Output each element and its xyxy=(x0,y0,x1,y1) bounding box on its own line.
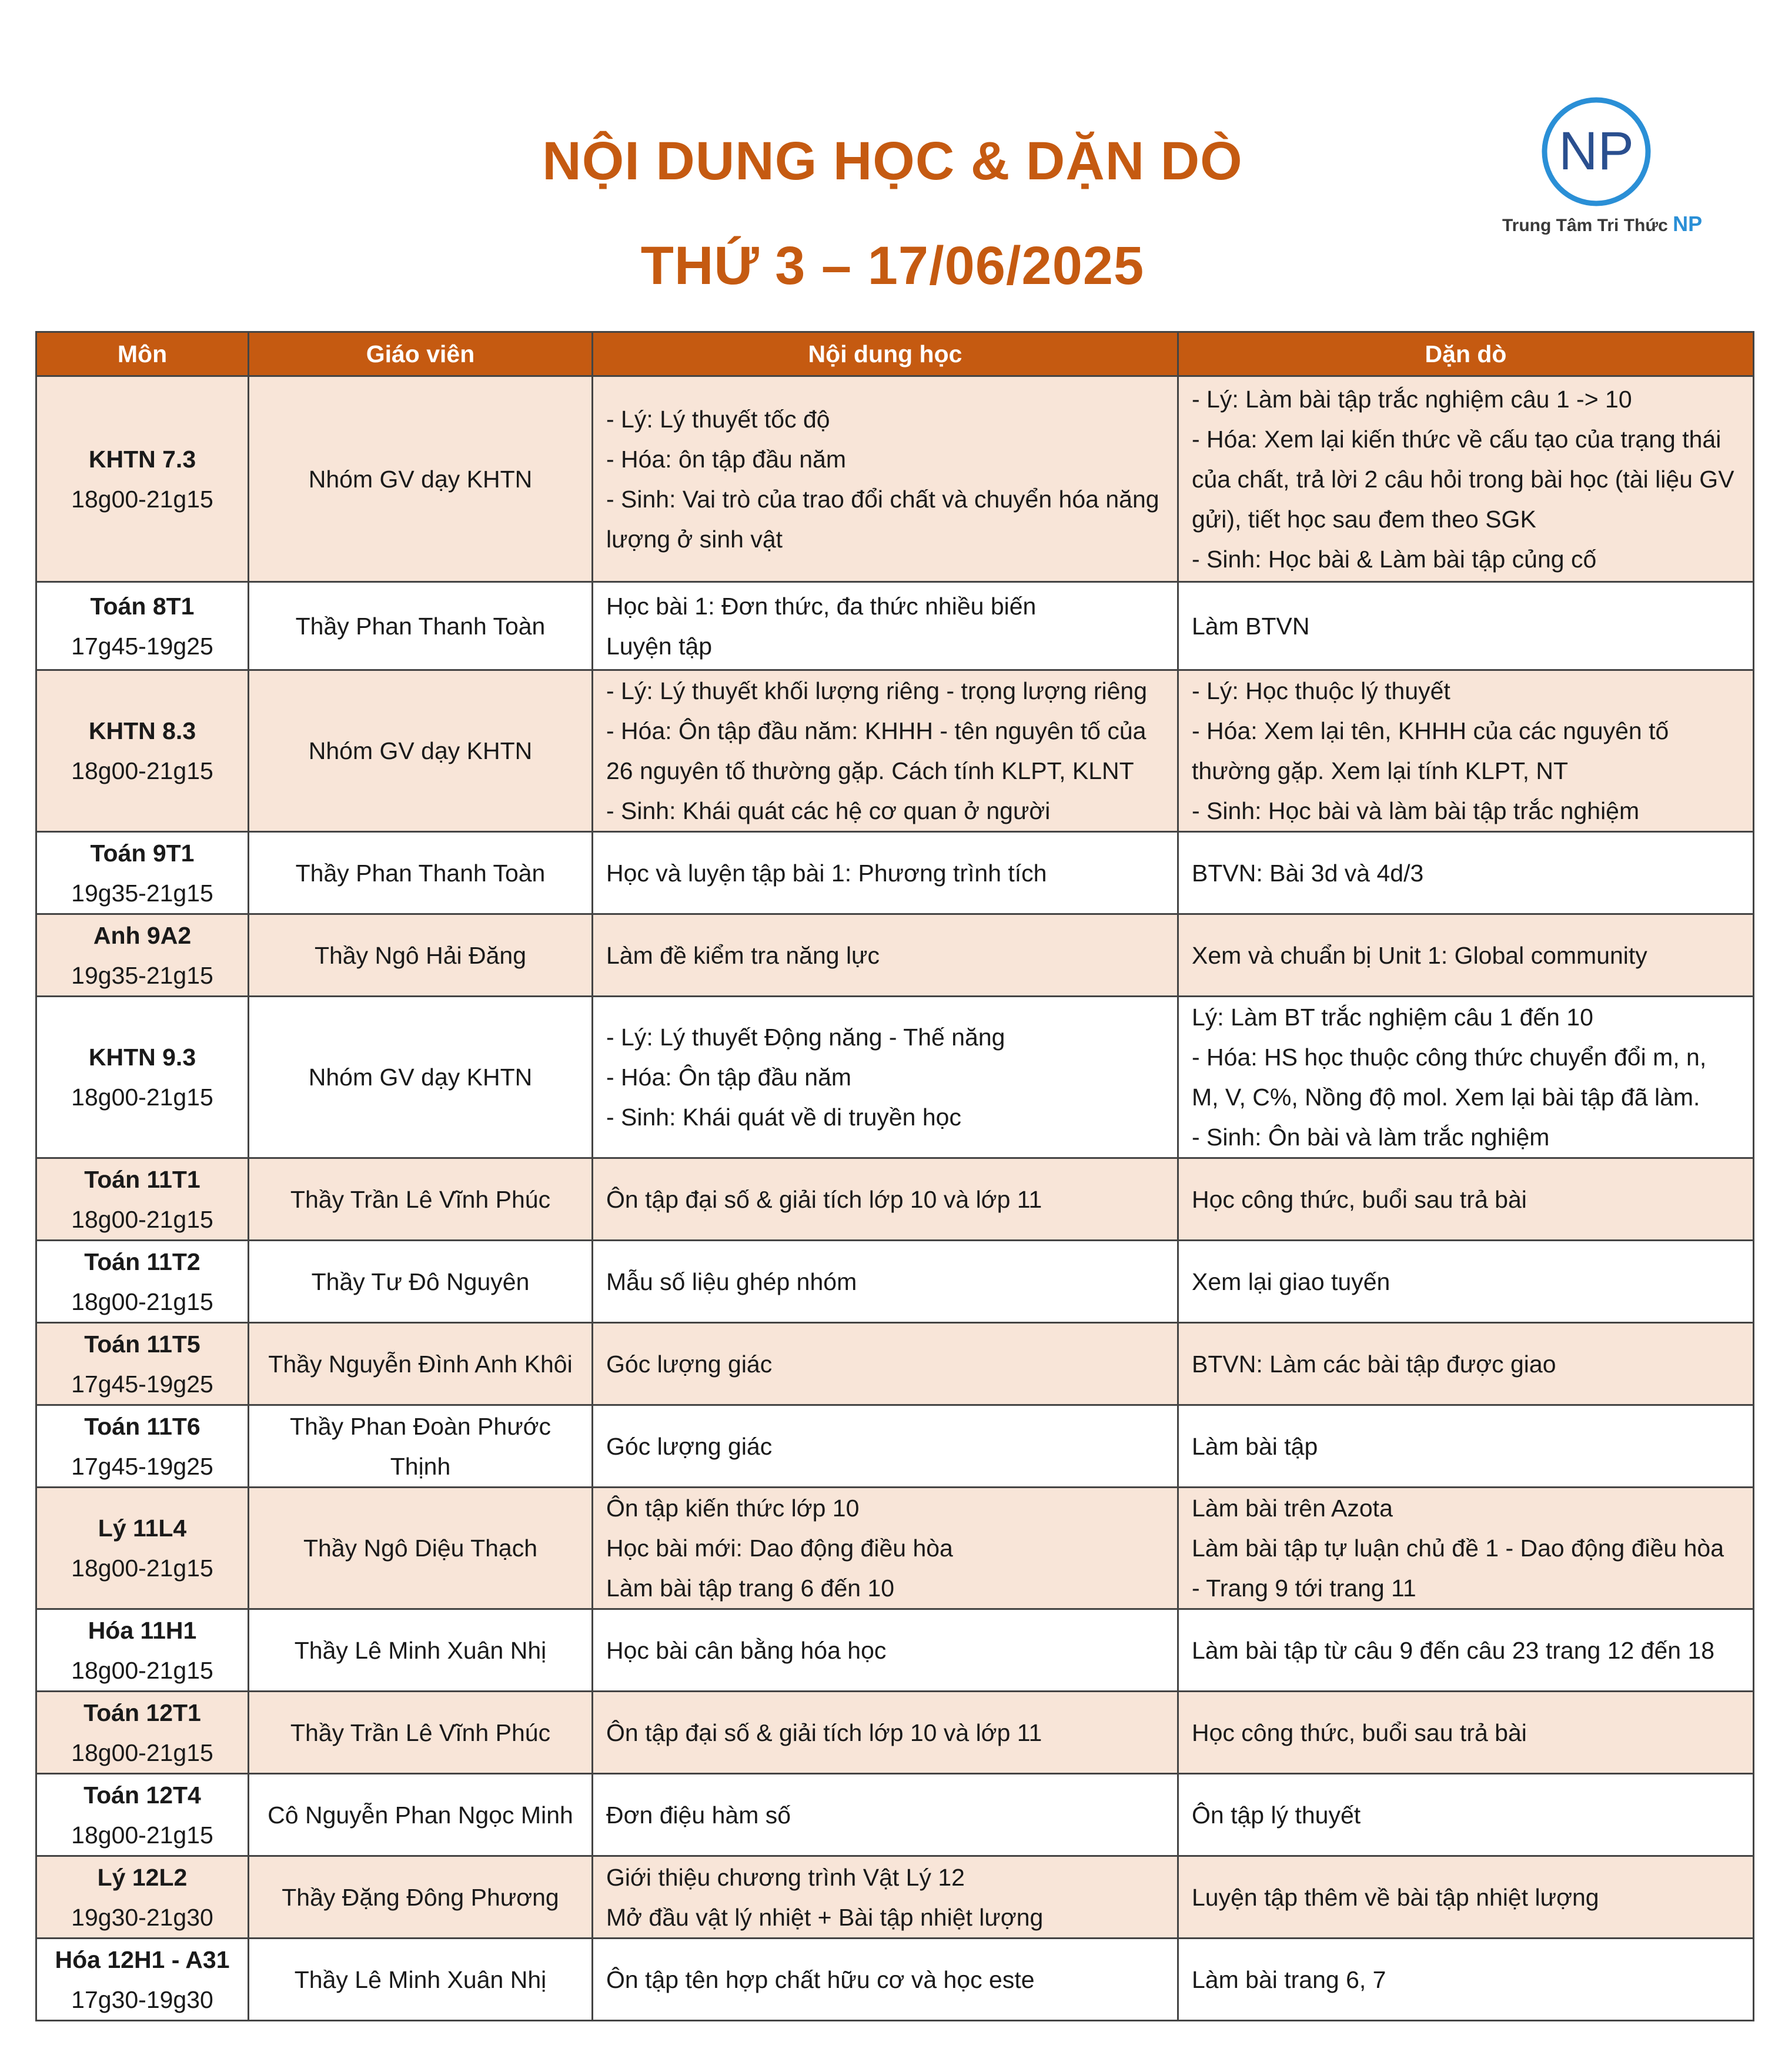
homework-line: Làm bài tập từ câu 9 đến câu 23 trang 12 đến 18 xyxy=(1192,1636,1715,1664)
content-line: Góc lượng giác xyxy=(606,1350,773,1378)
homework-line: - Sinh: Học bài & Làm bài tập củng cố xyxy=(1192,545,1597,573)
content-cell xyxy=(593,1488,1178,1609)
homework-cell xyxy=(1178,1323,1754,1405)
subject-cell xyxy=(36,1692,249,1774)
class-time: 18g00-21g15 xyxy=(71,1821,213,1849)
content-line: Ôn tập đại số & giải tích lớp 10 và lớp 11 xyxy=(606,1185,1042,1213)
page-title: NỘI DUNG HỌC & DẶN DÒ xyxy=(542,131,1243,191)
subject-cell xyxy=(36,1323,249,1405)
content-line: Góc lượng giác xyxy=(606,1432,773,1460)
table-row xyxy=(36,1774,1754,1856)
teacher-cell: Thầy Lê Minh Xuân Nhị xyxy=(249,1609,593,1692)
content-line: Học bài cân bằng hóa học xyxy=(606,1636,887,1664)
class-time: 19g35-21g15 xyxy=(71,879,213,907)
teacher-cell: Thầy Nguyễn Đình Anh Khôi xyxy=(249,1323,593,1405)
col-header-subject: Môn xyxy=(36,332,249,376)
teacher-cell: Thầy Ngô Hải Đăng xyxy=(249,914,593,997)
content-line: Ôn tập tên hợp chất hữu cơ và học este xyxy=(606,1966,1035,1993)
homework-line: - Hóa: Xem lại tên, KHHH của các nguyên tố xyxy=(1192,717,1669,744)
content-line: Làm đề kiểm tra năng lực xyxy=(606,941,880,969)
content-line: Học và luyện tập bài 1: Phương trình tích xyxy=(606,859,1047,887)
homework-line: Lý: Làm BT trắc nghiệm câu 1 đến 10 xyxy=(1192,1004,1593,1031)
content-line: Ôn tập kiến thức lớp 10 xyxy=(606,1495,860,1522)
logo-caption xyxy=(1502,212,1703,236)
col-header-teacher: Giáo viên xyxy=(249,332,593,376)
subject-name: KHTN 9.3 xyxy=(88,1044,196,1071)
homework-line: - Hóa: Xem lại kiến thức về cấu tạo của trạng thái xyxy=(1192,425,1722,453)
homework-cell xyxy=(1178,1774,1754,1856)
subject-name: Toán 8T1 xyxy=(90,592,195,620)
homework-line: - Hóa: HS học thuộc công thức chuyển đổi m, n, xyxy=(1192,1044,1707,1071)
col-header-content: Nội dung học xyxy=(593,332,1178,376)
homework-cell xyxy=(1178,997,1754,1158)
table-row xyxy=(36,1241,1754,1323)
table-row xyxy=(36,376,1754,582)
teacher-cell: Thầy Tư Đô Nguyên xyxy=(249,1241,593,1323)
class-time: 17g45-19g25 xyxy=(71,632,213,660)
class-time: 18g00-21g15 xyxy=(71,1205,213,1233)
table-row xyxy=(36,582,1754,670)
homework-line: thường gặp. Xem lại tính KLPT, NT xyxy=(1192,757,1569,784)
schedule-table xyxy=(35,331,1754,2021)
teacher-cell: Cô Nguyễn Phan Ngọc Minh xyxy=(249,1774,593,1856)
homework-cell xyxy=(1178,1158,1754,1241)
center-logo xyxy=(1502,94,1703,241)
logo-text-suffix: NP xyxy=(1673,212,1703,236)
class-time: 18g00-21g15 xyxy=(71,1084,213,1111)
homework-line: - Lý: Làm bài tập trắc nghiệm câu 1 -> 10 xyxy=(1192,385,1632,413)
homework-line: Xem và chuẩn bị Unit 1: Global community xyxy=(1192,941,1647,969)
table-row xyxy=(36,670,1754,832)
table-row xyxy=(36,1939,1754,2021)
class-time: 18g00-21g15 xyxy=(71,1656,213,1684)
homework-line: Làm bài tập xyxy=(1192,1432,1318,1460)
homework-line: Làm BTVN xyxy=(1192,612,1310,640)
subject-name: KHTN 8.3 xyxy=(88,717,196,744)
subject-cell xyxy=(36,914,249,997)
homework-cell xyxy=(1178,1488,1754,1609)
content-line: - Sinh: Khái quát các hệ cơ quan ở người xyxy=(606,797,1051,824)
class-time: 18g00-21g15 xyxy=(71,1739,213,1766)
content-cell xyxy=(593,1158,1178,1241)
homework-cell xyxy=(1178,914,1754,997)
homework-line: Làm bài trang 6, 7 xyxy=(1192,1966,1386,1993)
content-line: Làm bài tập trang 6 đến 10 xyxy=(606,1575,895,1602)
subject-cell xyxy=(36,1856,249,1939)
content-line: Mẫu số liệu ghép nhóm xyxy=(606,1268,857,1295)
class-time: 19g35-21g15 xyxy=(71,961,213,989)
homework-cell xyxy=(1178,1609,1754,1692)
homework-cell xyxy=(1178,1241,1754,1323)
subject-cell xyxy=(36,1939,249,2021)
homework-line: Học công thức, buổi sau trả bài xyxy=(1192,1719,1527,1746)
table-row xyxy=(36,1856,1754,1939)
subject-name: Hóa 11H1 xyxy=(88,1616,197,1644)
subject-cell xyxy=(36,582,249,670)
content-cell xyxy=(593,1774,1178,1856)
logo-text: Trung Tâm Tri Thức xyxy=(1502,216,1668,235)
subject-cell xyxy=(36,670,249,832)
homework-line: BTVN: Làm các bài tập được giao xyxy=(1192,1350,1556,1378)
content-cell xyxy=(593,1856,1178,1939)
homework-cell xyxy=(1178,582,1754,670)
class-time: 18g00-21g15 xyxy=(71,485,213,513)
homework-line: gửi), tiết học sau đem theo SGK xyxy=(1192,505,1536,533)
homework-cell xyxy=(1178,670,1754,832)
teacher-cell: Thầy Trần Lê Vĩnh Phúc xyxy=(249,1158,593,1241)
table-row xyxy=(36,1323,1754,1405)
homework-cell xyxy=(1178,1939,1754,2021)
subject-name: Toán 9T1 xyxy=(90,839,195,867)
content-line: Đơn điệu hàm số xyxy=(606,1801,791,1829)
subject-cell xyxy=(36,997,249,1158)
subject-cell xyxy=(36,376,249,582)
subject-cell xyxy=(36,1774,249,1856)
content-cell xyxy=(593,582,1178,670)
homework-line: Luyện tập thêm về bài tập nhiệt lượng xyxy=(1192,1883,1599,1911)
content-line: Học bài mới: Dao động điều hòa xyxy=(606,1535,953,1562)
subject-name: Hóa 12H1 - A31 xyxy=(55,1946,230,1973)
homework-cell xyxy=(1178,376,1754,582)
table-row xyxy=(36,1405,1754,1488)
content-line: - Hóa: ôn tập đầu năm xyxy=(606,445,846,473)
subject-name: Toán 11T2 xyxy=(84,1248,200,1275)
logo-mark: NP xyxy=(1559,121,1634,181)
homework-line: Học công thức, buổi sau trả bài xyxy=(1192,1185,1527,1213)
subject-cell xyxy=(36,1158,249,1241)
content-cell xyxy=(593,376,1178,582)
subject-name: KHTN 7.3 xyxy=(88,445,196,473)
subject-name: Lý 12L2 xyxy=(97,1863,188,1891)
table-row xyxy=(36,1609,1754,1692)
content-line: Học bài 1: Đơn thức, đa thức nhiều biến xyxy=(606,592,1037,620)
page-date: THỨ 3 – 17/06/2025 xyxy=(640,236,1145,296)
content-cell xyxy=(593,1405,1178,1488)
homework-line: M, V, C%, Nồng độ mol. Xem lại bài tập đã làm. xyxy=(1192,1084,1700,1111)
content-cell xyxy=(593,997,1178,1158)
subject-cell xyxy=(36,1241,249,1323)
content-line: Ôn tập đại số & giải tích lớp 10 và lớp 11 xyxy=(606,1719,1042,1746)
class-time: 19g30-21g30 xyxy=(71,1903,213,1931)
content-line: - Lý: Lý thuyết Động năng - Thế năng xyxy=(606,1024,1005,1051)
content-cell xyxy=(593,914,1178,997)
table-row xyxy=(36,997,1754,1158)
class-time: 17g45-19g25 xyxy=(71,1370,213,1398)
teacher-cell: Nhóm GV dạy KHTN xyxy=(249,997,593,1158)
content-line: Giới thiệu chương trình Vật Lý 12 xyxy=(606,1863,965,1891)
teacher-cell: Nhóm GV dạy KHTN xyxy=(249,670,593,832)
class-time: 18g00-21g15 xyxy=(71,1288,213,1315)
homework-line: - Sinh: Học bài và làm bài tập trắc nghiệm xyxy=(1192,797,1640,824)
teacher-cell: Thầy Phan Thanh Toàn xyxy=(249,832,593,914)
content-line: - Sinh: Khái quát về di truyền học xyxy=(606,1104,961,1131)
teacher-cell: Thầy Phan Thanh Toàn xyxy=(249,582,593,670)
homework-line: của chất, trả lời 2 câu hỏi trong bài học (tài liệu GV xyxy=(1192,465,1734,493)
subject-name: Toán 11T5 xyxy=(84,1330,200,1358)
subject-cell xyxy=(36,1488,249,1609)
teacher-cell: Thầy Đặng Đông Phương xyxy=(249,1856,593,1939)
table-row xyxy=(36,1692,1754,1774)
homework-line: BTVN: Bài 3d và 4d/3 xyxy=(1192,859,1424,887)
content-line: lượng ở sinh vật xyxy=(606,525,783,553)
col-header-homework: Dặn dò xyxy=(1178,332,1754,376)
table-row xyxy=(36,1158,1754,1241)
content-cell xyxy=(593,832,1178,914)
content-line: - Sinh: Vai trò của trao đổi chất và chuyển hóa năng xyxy=(606,485,1159,513)
homework-cell xyxy=(1178,832,1754,914)
content-line: 26 nguyên tố thường gặp. Cách tính KLPT, KLNT xyxy=(606,757,1134,784)
content-cell xyxy=(593,1323,1178,1405)
content-cell xyxy=(593,670,1178,832)
teacher-cell: Nhóm GV dạy KHTN xyxy=(249,376,593,582)
content-cell xyxy=(593,1609,1178,1692)
homework-line: - Sinh: Ôn bài và làm trắc nghiệm xyxy=(1192,1124,1550,1151)
subject-cell xyxy=(36,1405,249,1488)
subject-name: Toán 12T4 xyxy=(83,1781,201,1809)
subject-name: Lý 11L4 xyxy=(98,1515,187,1542)
table-header-row xyxy=(36,332,1754,376)
subject-name: Toán 11T6 xyxy=(84,1412,200,1440)
subject-cell xyxy=(36,1609,249,1692)
homework-cell xyxy=(1178,1405,1754,1488)
content-line: - Hóa: Ôn tập đầu năm xyxy=(606,1064,852,1091)
homework-line: Ôn tập lý thuyết xyxy=(1192,1801,1361,1829)
teacher-cell: Thầy Phan Đoàn Phước Thịnh xyxy=(249,1405,593,1488)
subject-cell xyxy=(36,832,249,914)
subject-name: Anh 9A2 xyxy=(93,921,192,949)
class-time: 18g00-21g15 xyxy=(71,757,213,784)
homework-cell xyxy=(1178,1856,1754,1939)
class-time: 17g30-19g30 xyxy=(71,1986,213,2013)
content-line: - Hóa: Ôn tập đầu năm: KHHH - tên nguyên tố của xyxy=(606,717,1146,744)
teacher-cell: Thầy Trần Lê Vĩnh Phúc xyxy=(249,1692,593,1774)
content-cell xyxy=(593,1939,1178,2021)
np-logo-icon xyxy=(1539,94,1654,209)
table-row xyxy=(36,914,1754,997)
class-time: 18g00-21g15 xyxy=(71,1555,213,1582)
homework-line: - Trang 9 tới trang 11 xyxy=(1192,1575,1416,1602)
homework-line: - Lý: Học thuộc lý thuyết xyxy=(1192,677,1450,704)
content-line: Mở đầu vật lý nhiệt + Bài tập nhiệt lượng xyxy=(606,1903,1044,1931)
homework-line: Xem lại giao tuyến xyxy=(1192,1268,1390,1295)
content-cell xyxy=(593,1241,1178,1323)
teacher-cell: Thầy Lê Minh Xuân Nhị xyxy=(249,1939,593,2021)
table-row xyxy=(36,832,1754,914)
homework-cell xyxy=(1178,1692,1754,1774)
table-row xyxy=(36,1488,1754,1609)
teacher-cell: Thầy Ngô Diệu Thạch xyxy=(249,1488,593,1609)
class-time: 17g45-19g25 xyxy=(71,1452,213,1480)
content-line: - Lý: Lý thuyết tốc độ xyxy=(606,405,830,433)
content-line: Luyện tập xyxy=(606,632,713,660)
content-line: - Lý: Lý thuyết khối lượng riêng - trọng lượng riêng xyxy=(606,677,1147,704)
subject-name: Toán 11T1 xyxy=(84,1165,200,1193)
homework-line: Làm bài trên Azota xyxy=(1192,1495,1393,1522)
subject-name: Toán 12T1 xyxy=(83,1699,201,1726)
content-cell xyxy=(593,1692,1178,1774)
homework-line: Làm bài tập tự luận chủ đề 1 - Dao động điều hòa xyxy=(1192,1535,1724,1562)
